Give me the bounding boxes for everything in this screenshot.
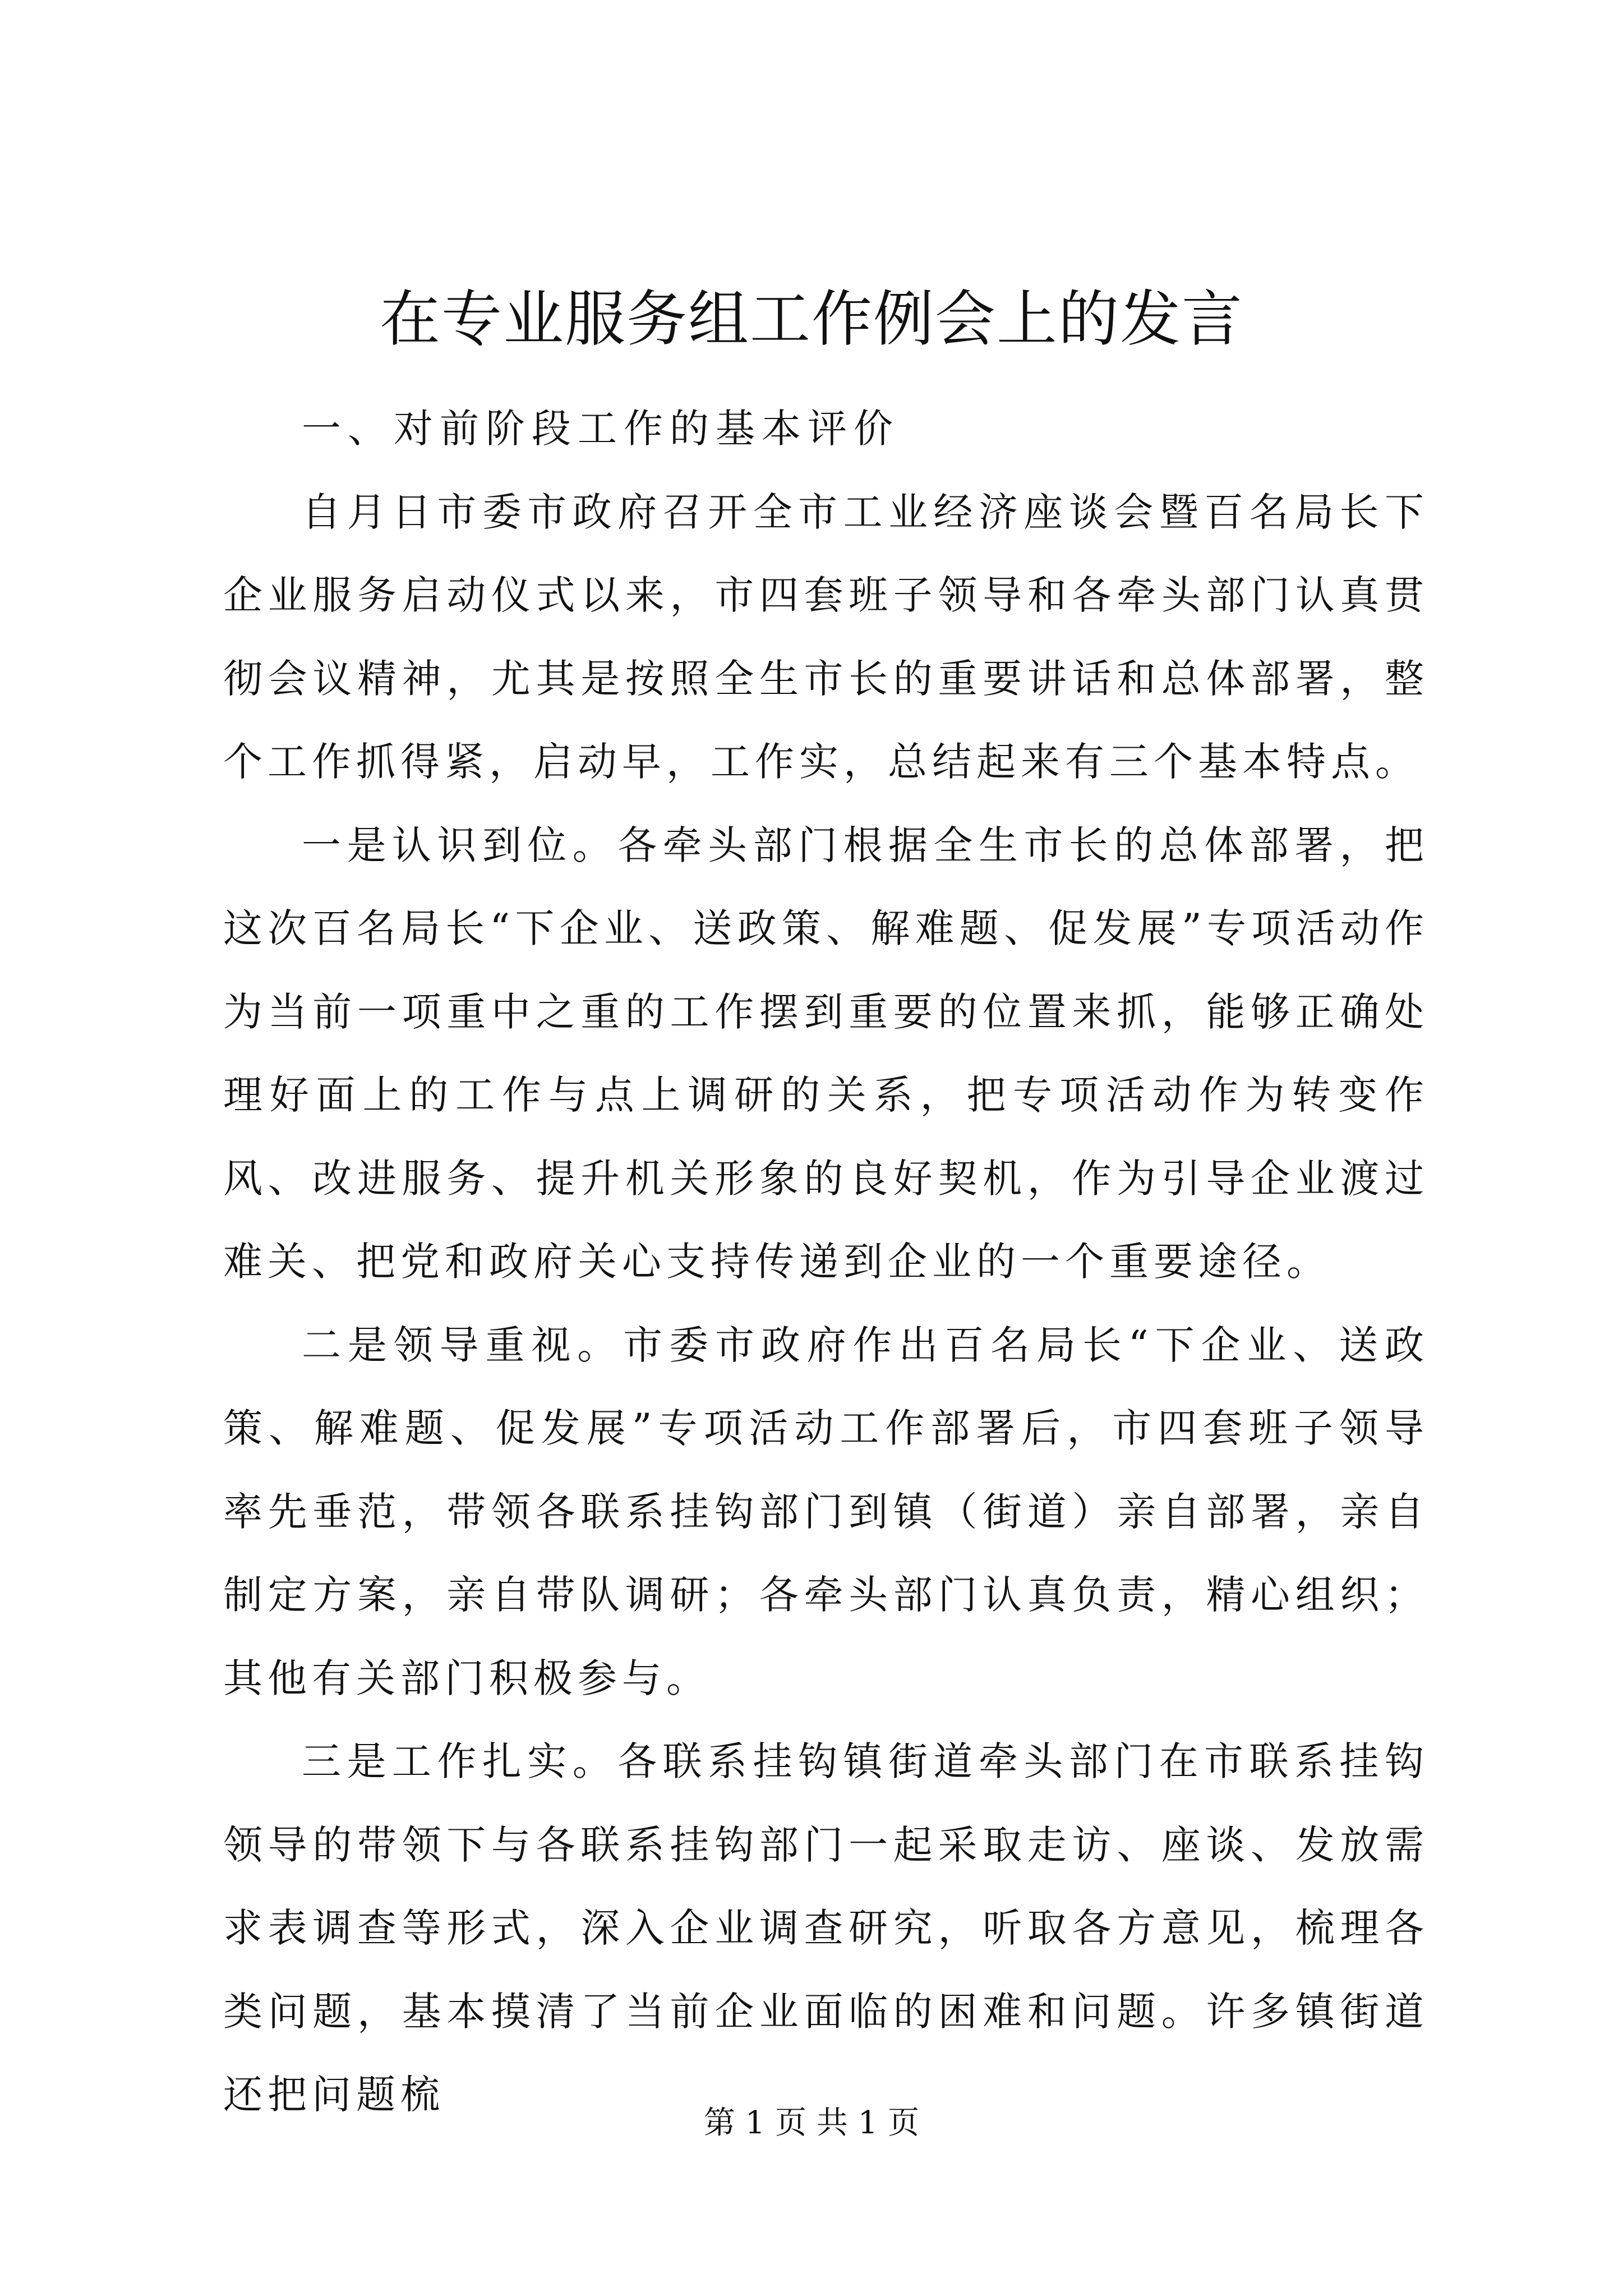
paragraph-intro: 自月日市委市政府召开全市工业经济座谈会暨百名局长下企业服务启动仪式以来，市四套班子领导和各牵头部门认真贯彻会议精神，尤其是按照全生市长的重要讲话和总体部署，整个工作抓得紧，启动早，工作实，总结起来有三个基本特点。 (223, 489, 1429, 785)
paragraph-point-one: 一是认识到位。各牵头部门根据全生市长的总体部署，把这次百名局长“下企业、送政策、解难题、促发展”专项活动作为当前一项重中之重的工作摆到重要的位置来抓，能够正确处理好面上的工作与点上调研的关系，把专项活动作为转变作风、改进服务、提升机关形象的良好契机，作为引导企业渡过难关、把党和政府关心支持传递到企业的一个重要途径。 (223, 822, 1429, 1285)
paragraph-point-three: 三是工作扎实。各联系挂钩镇街道牵头部门在市联系挂钩领导的带领下与各联系挂钩部门一起采取走访、座谈、发放需求表调查等形式，深入企业调查研究，听取各方意见，梳理各类问题，基本摸清了当前企业面临的困难和问题。许多镇街道还把问题梳 (223, 1738, 1429, 2118)
page-footer: 第 1 页 共 1 页 (703, 2105, 920, 2141)
document-title: 在专业服务组工作例会上的发言 (379, 284, 1243, 355)
section-heading: 一、对前阶段工作的基本评价 (302, 406, 900, 452)
paragraph-point-two: 二是领导重视。市委市政府作出百名局长“下企业、送政策、解难题、促发展”专项活动工作部署后，市四套班子领导率先垂范，带领各联系挂钩部门到镇（街道）亲自部署，亲自制定方案，亲自带队调研；各牵头部门认真负责，精心组织；其他有关部门积极参与。 (223, 1322, 1429, 1701)
document-body (223, 387, 1429, 2137)
